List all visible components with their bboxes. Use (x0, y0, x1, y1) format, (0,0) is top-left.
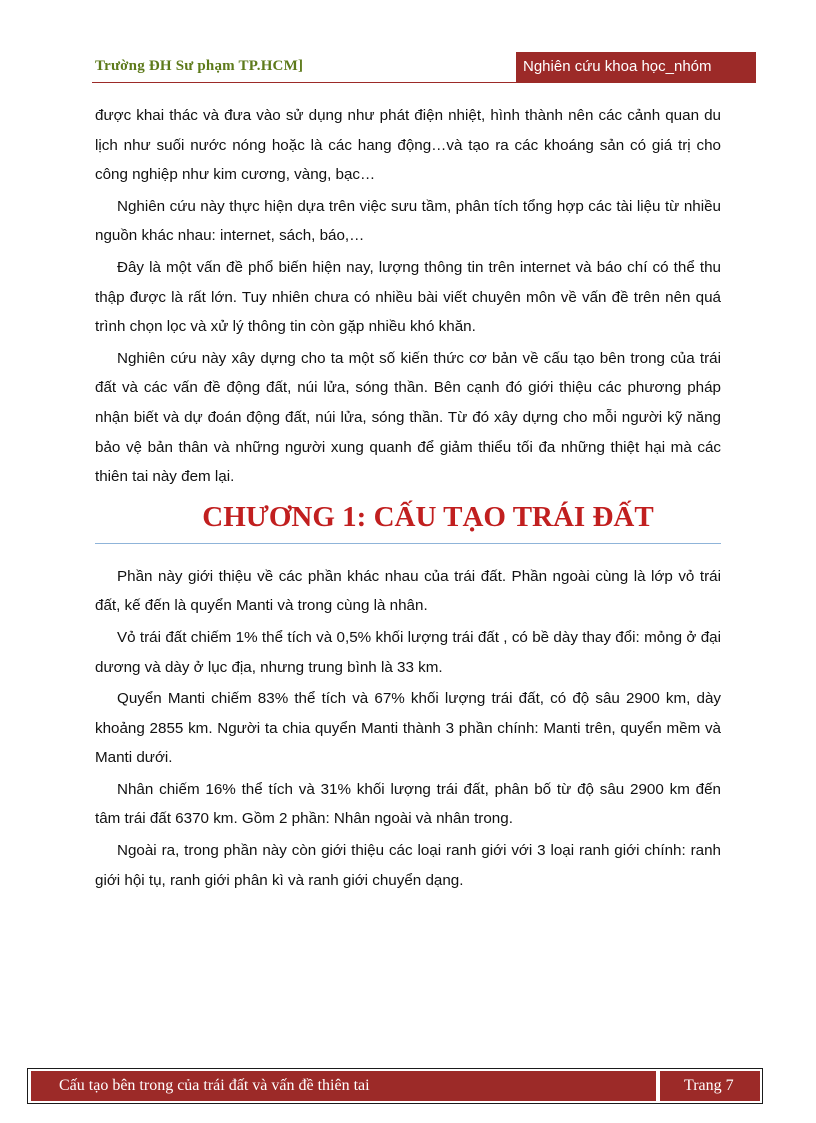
paragraph: Nghiên cứu này xây dựng cho ta một số kiến thức cơ bản về cấu tạo bên trong của trái đất và các vấn đề động đất, núi lửa, sóng thần. Bên cạnh đó giới thiệu các phương pháp nhận biết và dự đoán động đất, núi lửa, sóng thần. Từ đó xây dựng cho mỗi người kỹ năng bảo vệ bản thân và những người xung quanh để giảm thiểu tối đa những thiệt hại mà các thiên tai này đem lại. (95, 349, 721, 486)
paragraph: được khai thác và đưa vào sử dụng như phát điện nhiệt, hình thành nên các cảnh quan du lịch như suối nước nóng hoặc là các hang động…và tạo ra các khoáng sản có giá trị cho công nghiệp như kim cương, vàng, bạc… (95, 107, 721, 184)
paragraph: Vỏ trái đất chiếm 1% thể tích và 0,5% khối lượng trái đất , có bề dày thay đổi: mỏng ở đại dương và dày ở lục địa, nhưng trung bình là 33 km. (95, 628, 721, 676)
header-divider (92, 82, 756, 83)
paragraph: Ngoài ra, trong phần này còn giới thiệu các loại ranh giới với 3 loại ranh giới chính: ranh giới hội tụ, ranh giới phân kì và ranh giới chuyển dạng. (95, 842, 721, 889)
chapter-divider (95, 543, 721, 544)
page-number: Trang 7 (660, 1071, 760, 1101)
page-content (95, 101, 721, 897)
paragraph: Quyển Manti chiếm 83% thể tích và 67% khối lượng trái đất, có độ sâu 2900 km, dày khoảng 2855 km. Người ta chia quyển Manti thành 3 phần chính: Manti trên, quyển mềm và Manti dưới. (95, 690, 721, 767)
header-school: Trường ĐH Sư phạm TP.HCM] (95, 58, 304, 74)
footer-title: Cấu tạo bên trong của trái đất và vấn đề thiên tai (31, 1071, 656, 1101)
paragraph: Đây là một vấn đề phổ biến hiện nay, lượng thông tin trên internet và báo chí có thể thu thập được là rất lớn. Tuy nhiên chưa có nhiều bài viết chuyên môn về vấn đề trên nên quá trình chọn lọc và xử lý thông tin còn gặp nhiều khó khăn. (95, 258, 721, 336)
paragraph: Nghiên cứu này thực hiện dựa trên việc sưu tầm, phân tích tổng hợp các tài liệu từ nhiều nguồn khác nhau: internet, sách, báo,… (95, 197, 721, 245)
chapter-title: CHƯƠNG 1: CẤU TẠO TRÁI ĐẤT (202, 500, 654, 533)
paragraph: Nhân chiếm 16% thể tích và 31% khối lượng trái đất, phân bố từ độ sâu 2900 km đến tâm trái đất 6370 km. Gồm 2 phần: Nhân ngoài và nhân trong. (95, 780, 721, 828)
header-section: Nghiên cứu khoa học_nhóm (516, 52, 756, 82)
paragraph: Phần này giới thiệu về các phần khác nhau của trái đất. Phần ngoài cùng là lớp vỏ trái đất, kế đến là quyển Manti và trong cùng là nhân. (95, 567, 721, 615)
